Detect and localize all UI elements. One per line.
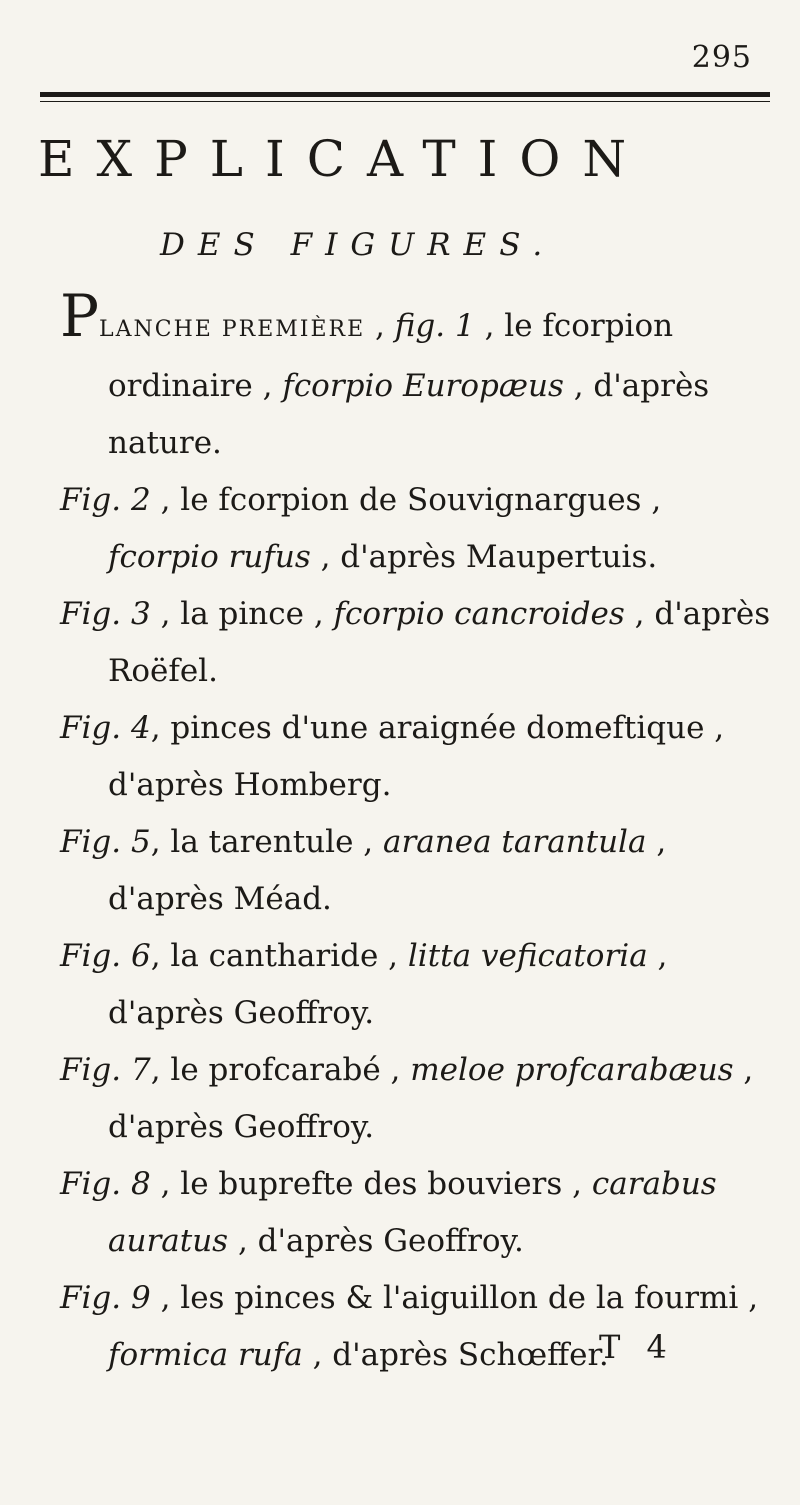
fig-number: 1 bbox=[454, 308, 475, 344]
latin-name: fcorpio cancroides bbox=[333, 596, 625, 632]
figure-entry-4 bbox=[60, 700, 780, 814]
figure-entry-7 bbox=[60, 1042, 780, 1156]
figure-explanations bbox=[60, 282, 780, 1384]
page-subtitle: DES FIGURES. bbox=[160, 227, 556, 263]
figure-entry-3 bbox=[60, 586, 780, 700]
fig-label: Fig. bbox=[60, 1166, 122, 1202]
fig-label: Fig. bbox=[60, 596, 122, 632]
entry-text: , le buprefte des bouviers , bbox=[150, 1166, 592, 1202]
page-number: 295 bbox=[691, 40, 752, 75]
drop-cap: P bbox=[60, 282, 100, 350]
entry-source: , d'après Geoffroy. bbox=[108, 938, 668, 1031]
latin-name: fcorpio rufus bbox=[108, 539, 311, 575]
entry-source: , d'après Roëfel. bbox=[108, 596, 771, 689]
fig-number: 5 bbox=[130, 824, 151, 860]
entry-text: , la tarentule , bbox=[150, 824, 383, 860]
page-title: EXPLICATION bbox=[38, 130, 649, 188]
entry-text: , le fcorpion ordinaire , bbox=[108, 308, 674, 404]
entry-source: , d'après Méad. bbox=[108, 824, 667, 917]
fig-number: 3 bbox=[130, 596, 151, 632]
figure-entry-8 bbox=[60, 1156, 780, 1270]
entry-text: , la cantharide , bbox=[150, 938, 408, 974]
fig-number: 7 bbox=[130, 1052, 151, 1088]
figure-entry-6 bbox=[60, 928, 780, 1042]
fig-label: Fig. bbox=[60, 824, 122, 860]
figure-entry-1 bbox=[60, 282, 780, 472]
latin-name: litta veficatoria bbox=[407, 938, 648, 974]
figure-entry-9 bbox=[60, 1270, 780, 1384]
latin-name: fcorpio Europæus bbox=[282, 368, 564, 404]
entry-text: , pinces d'une araignée domeftique , d'après Homberg. bbox=[108, 710, 725, 803]
fig-label: Fig. bbox=[60, 1280, 122, 1316]
printer-signature-mark: T 4 bbox=[599, 1328, 675, 1366]
entry-source: , d'après Maupertuis. bbox=[310, 539, 658, 575]
fig-label: Fig. bbox=[60, 1052, 122, 1088]
fig-label: fig. bbox=[394, 308, 446, 344]
entry-text: , le profcarabé , bbox=[150, 1052, 411, 1088]
fig-number: 2 bbox=[130, 482, 151, 518]
entry-lead-separator: , bbox=[365, 308, 395, 344]
header-rule-thick bbox=[40, 92, 770, 97]
entry-text: , la pince , bbox=[150, 596, 334, 632]
entry-source: , d'après Geoffroy. bbox=[108, 1052, 754, 1145]
entry-source: , d'après Geoffroy. bbox=[228, 1223, 524, 1259]
figure-entry-5 bbox=[60, 814, 780, 928]
latin-name: carabus auratus bbox=[108, 1166, 717, 1259]
fig-label: Fig. bbox=[60, 938, 122, 974]
fig-number: 9 bbox=[130, 1280, 151, 1316]
entry-text: , le fcorpion de Souvignargues , bbox=[150, 482, 662, 518]
fig-number: 8 bbox=[130, 1166, 151, 1202]
fig-number: 4 bbox=[130, 710, 151, 746]
fig-number: 6 bbox=[130, 938, 151, 974]
entry-text: , les pinces & l'aiguillon de la fourmi , bbox=[150, 1280, 759, 1316]
entry-source: , d'après Schœffer. bbox=[302, 1337, 609, 1373]
figure-entry-2 bbox=[60, 472, 780, 586]
entry-source: , d'après nature. bbox=[108, 368, 710, 461]
latin-name: aranea tarantula bbox=[383, 824, 647, 860]
fig-label: Fig. bbox=[60, 482, 122, 518]
header-rule-thin bbox=[40, 101, 770, 102]
entry-lead: LANCHE PREMIÈRE bbox=[99, 317, 366, 342]
fig-label: Fig. bbox=[60, 710, 122, 746]
latin-name: formica rufa bbox=[108, 1337, 303, 1373]
latin-name: meloe profcarabæus bbox=[410, 1052, 734, 1088]
